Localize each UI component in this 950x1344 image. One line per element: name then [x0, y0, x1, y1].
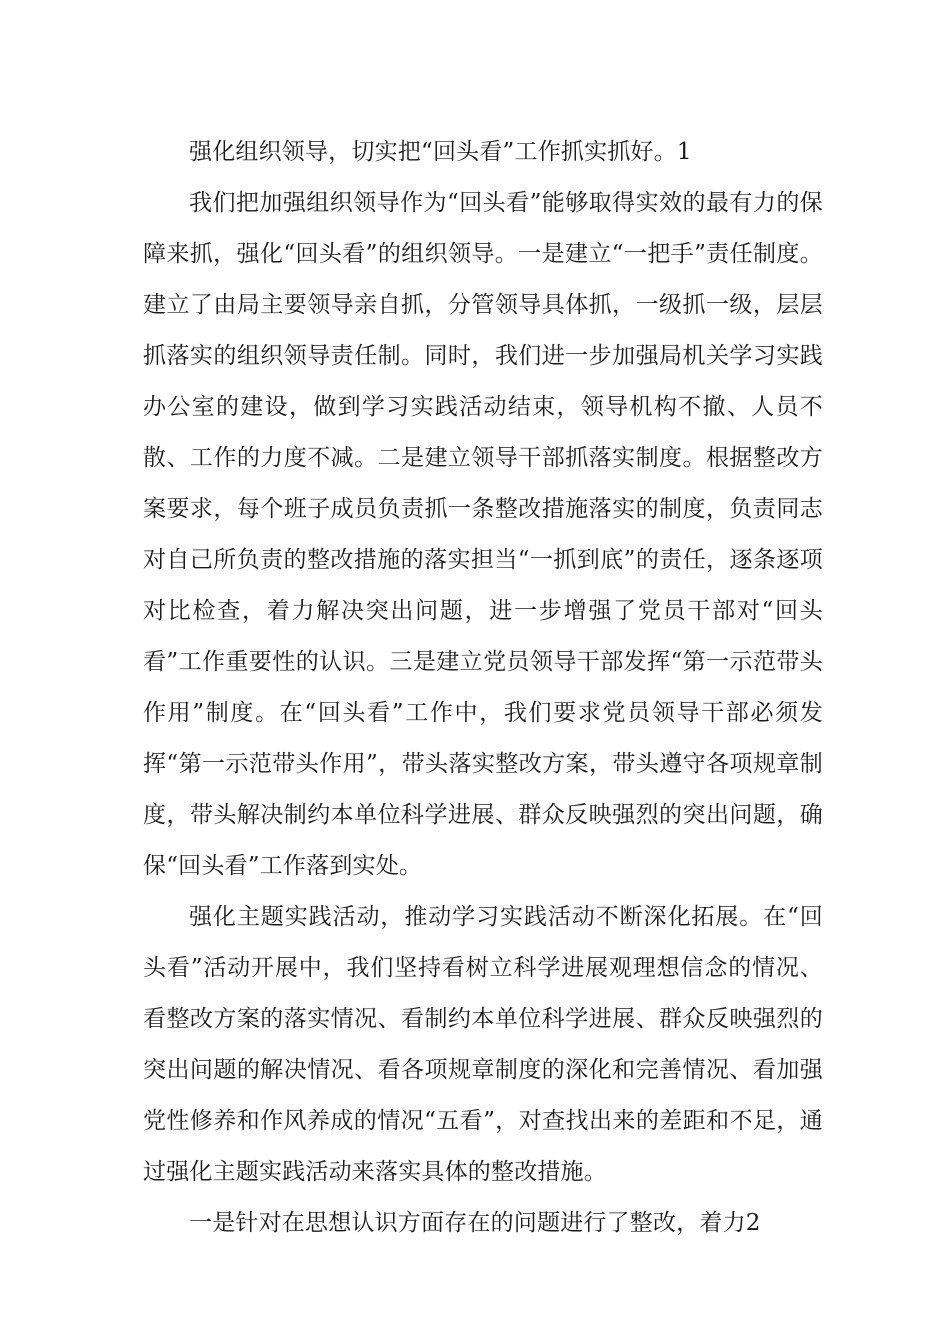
- paragraph-organization-leadership: 我们把加强组织领导作为“回头看”能够取得实效的最有力的保障来抓，强化“回头看”的组织领导。一是建立“一把手”责任制度。建立了由局主要领导亲自抓，分管领导具体抓，一级抓一级，层层抓落实的组织领导责任制。同时，我们进一步加强局机关学习实践办公室的建设，做到学习实践活动结束，领导机构不撤、人员不散、工作的力度不减。二是建立领导干部抓落实制度。根据整改方案要求，每个班子成员负责抓一条整改措施落实的制度，负责同志对自己所负责的整改措施的落实担当“一抓到底”的责任，逐条逐项对比检查，着力解决突出问题，进一步增强了党员干部对“回头看”工作重要性的认识。三是建立党员领导干部发挥“第一示范带头作用”制度。在“回头看”工作中，我们要求党员领导干部必须发挥“第一示范带头作用”，带头落实整改方案，带头遵守各项规章制度，带头解决制约本单位科学进展、群众反映强烈的突出问题，确保“回头看”工作落到实处。: [143, 190, 823, 879]
- paragraph-thought-rectification: 一是针对在思想认识方面存在的问题进行了整改，着力2: [189, 1210, 761, 1236]
- paragraph-theme-practice: 强化主题实践活动，推动学习实践活动不断深化拓展。在“回头看”活动开展中，我们坚持看树立科学进展观理想信念的情况、看整改方案的落实情况、看制约本单位科学进展、群众反映强烈的突出问题的解决情况、看各项规章制度的深化和完善情况、看加强党性修养和作风养成的情况“五看”，对查找出来的差距和不足，通过强化主题实践活动来落实具体的整改措施。: [143, 904, 823, 1185]
- paragraph-heading-1: 强化组织领导，切实把“回头看”工作抓实抓好。1: [189, 139, 692, 165]
- document-body: [143, 127, 823, 1249]
